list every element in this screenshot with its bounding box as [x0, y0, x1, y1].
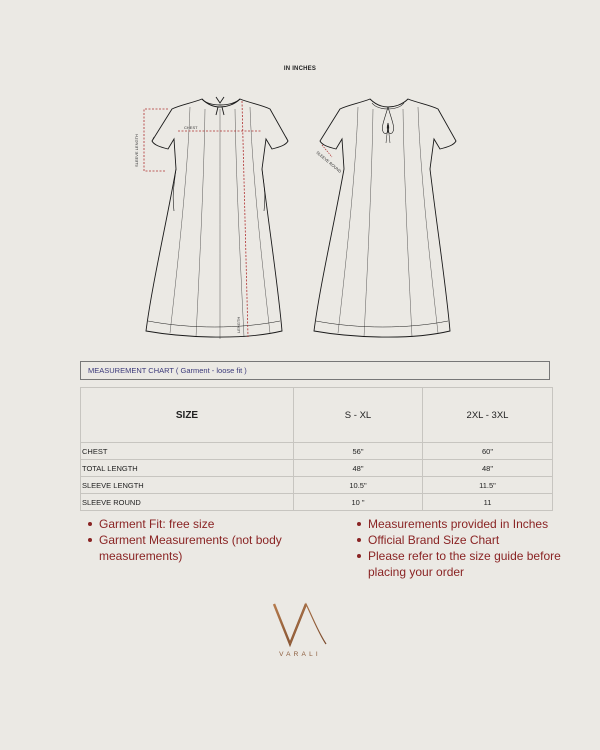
table-row	[81, 460, 553, 477]
size-header-row	[81, 388, 553, 443]
sleeve-round-label: SLEEVE ROUND	[315, 149, 343, 174]
cell-value: 60"	[423, 443, 553, 460]
note-item: Garment Measurements (not body measurements)	[88, 532, 308, 564]
note-item: Garment Fit: free size	[88, 516, 308, 532]
row-label: TOTAL LENGTH	[81, 460, 294, 477]
notes-left	[88, 516, 308, 564]
cell-value: 10.5"	[294, 477, 423, 494]
cell-value: 10 "	[294, 494, 423, 511]
sleeve-length-label: SLEEVE LENGTH	[134, 134, 139, 167]
row-label: SLEEVE ROUND	[81, 494, 294, 511]
measurement-chart-title: MEASUREMENT CHART ( Garment - loose fit )	[80, 361, 550, 380]
size-header: SIZE	[81, 388, 294, 443]
cell-value: 56"	[294, 443, 423, 460]
table-row	[81, 443, 553, 460]
brand-name: VARALI	[279, 651, 321, 658]
size-table	[80, 387, 553, 511]
dress-back-illustration	[314, 99, 456, 337]
size-column-2xl-3xl: 2XL - 3XL	[423, 388, 553, 443]
size-column-s-xl: S - XL	[294, 388, 423, 443]
units-label: IN INCHES	[283, 66, 317, 72]
note-item: Measurements provided in Inches	[357, 516, 572, 532]
dress-diagrams	[130, 85, 460, 355]
cell-value: 48"	[294, 460, 423, 477]
cell-value: 11	[423, 494, 553, 511]
notes-right	[357, 516, 572, 580]
length-label: LENGTH	[236, 316, 241, 333]
cell-value: 11.5"	[423, 477, 553, 494]
cell-value: 48"	[423, 460, 553, 477]
note-item: Official Brand Size Chart	[357, 532, 572, 548]
chest-label: CHEST	[184, 125, 198, 130]
row-label: SLEEVE LENGTH	[81, 477, 294, 494]
dress-front-illustration	[146, 97, 288, 339]
table-row	[81, 477, 553, 494]
note-item: Please refer to the size guide before placing your order	[357, 548, 572, 580]
table-row	[81, 494, 553, 511]
row-label: CHEST	[81, 443, 294, 460]
